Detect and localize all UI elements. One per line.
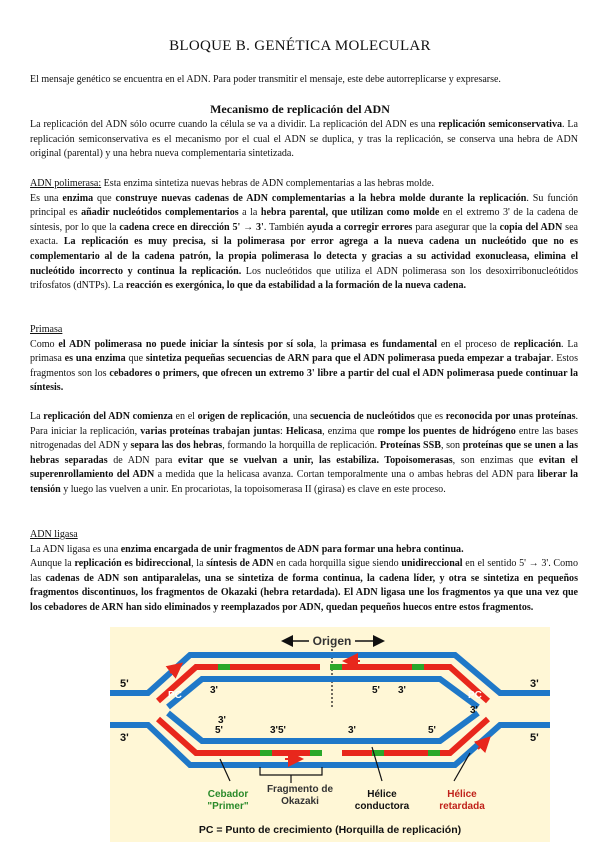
label-inner-3-e: 3'	[218, 715, 226, 726]
label-inner-3-b: 3'	[398, 685, 406, 696]
label-fragmento-1: Fragmento de	[266, 784, 334, 795]
paragraph-origen-replicacion: La replicación del ADN comienza en el origen de replicación, una secuencia de nucleótidos que es reconocida por unas proteínas. Para iniciar la replicación, varias proteínas trabajan juntas: Helicasa, enzima que rompe los puentes de hidrógeno entre las bases nitrogenadas del ADN y separa las dos hebras, formando la horquilla de replicación. Proteínas SSB, son proteínas que se unen a las hebras separadas de ADN para evitar que se vuelvan a unir, las estabiliza. Topoisomerasas, son enzimas que evitan el superenrollamiento del ADN a medida que la helicasa avanza. Cortan temporalmente una o ambas hebras del ADN para liberar la tensión y luego las vuelven a unir. En procariotas, la topoisomerasa II (girasa) es clave en este proceso.	[30, 411, 579, 495]
label-origen: Origen	[312, 634, 352, 648]
label-inner-5-a: 5'	[372, 685, 380, 696]
label-pc-right: PC	[468, 690, 482, 701]
intro-paragraph: El mensaje genético se encuentra en el ADN. Para poder transmitir el mensaje, este debe autorreplicarse y expresarse.	[30, 74, 501, 85]
paragraph-adn-ligasa: ADN ligasa La ADN ligasa es una enzima encargada de unir fragmentos de ADN para formar una hebra continua. Aunque la replicación es bidireccional, la síntesis de ADN en cada horquilla sigue siendo unidireccional en el sentido 5' → 3'. Como las cadenas de ADN son antiparalelas, una se sintetiza de forma continua, la cadena líder, y otra se sintetiza en pequeños fragmentos discontinuos, los fragmentos de Okazaki (hebra retardada). El ADN ligasa une los fragmentos ya que una vez que los cebadores de ARN han sido eliminados y reemplazados por ADN, quedan pequeños huecos entre estos fragmentos.	[30, 529, 578, 613]
label-helice-retardada-2: retardada	[439, 801, 485, 812]
paragraph-adn-polimerasa: ADN polimerasa: Esta enzima sintetiza nuevas hebras de ADN complementarias a las hebras molde. Es una enzima que construye nuevas cadenas de ADN complementarias a la hebra molde durante la replicación. Su función principal es añadir nucleótidos complementarios a la hebra parental, que utilizan como molde en el extremo 3' de la cadena de síntesis, por lo que la cadena crece en dirección 5' → 3'. También ayuda a corregir errores para asegurar que la copia del ADN sea exacta. La replicación es muy precisa, si la polimerasa por error agrega a la nueva cadena un nucleótido que no es complementario al de la cadena patrón, la propia polimerasa lo detecta y gracias a su actividad exonucleasa, elimina el nucleótido incorrecto y continua la replicación. Los nucleótidos que utiliza el ADN polimerasa son los desoxirribonucleótidos trifosfatos (dNTPs). La reacción es exergónica, lo que da estabilidad a la formación de la nueva cadena.	[30, 178, 579, 292]
label-helice-conductora-2: conductora	[354, 801, 410, 812]
heading-primasa: Primasa	[30, 324, 63, 335]
label-inner-3-c: 3'	[470, 705, 478, 716]
label-inner-5-b: 5'	[215, 725, 223, 736]
label-inner-3-d: 3'	[348, 725, 356, 736]
label-helice-retardada-1: Hélice	[447, 789, 477, 800]
heading-adn-polimerasa: ADN polimerasa:	[30, 178, 102, 189]
label-inner-35: 3'5'	[270, 725, 286, 736]
label-cebador: Cebador	[207, 789, 249, 800]
heading-adn-ligasa: ADN ligasa	[30, 529, 78, 540]
label-primer: "Primer"	[207, 801, 249, 812]
label-3-left-bottom: 3'	[120, 732, 129, 744]
replication-fork-diagram	[110, 627, 550, 842]
section-title: Mecanismo de replicación del ADN	[210, 102, 390, 116]
label-inner-5-c: 5'	[428, 725, 436, 736]
label-5-left-top: 5'	[120, 678, 129, 690]
label-5-right-bottom: 5'	[530, 732, 539, 744]
label-fragmento-2: Okazaki	[281, 796, 319, 807]
document-title: BLOQUE B. GENÉTICA MOLECULAR	[169, 38, 431, 54]
label-helice-conductora-1: Hélice	[367, 789, 397, 800]
label-3-right-top: 3'	[530, 678, 539, 690]
label-pc-left: PC	[168, 690, 182, 701]
diagram-caption: PC = Punto de crecimiento (Horquilla de replicación)	[198, 824, 462, 836]
label-inner-3-a: 3'	[210, 685, 218, 696]
paragraph-semiconservativa: La replicación del ADN sólo ocurre cuando la célula se va a dividir. La replicación del ADN es una replicación semiconservativa. La replicación semiconservativa es el mecanismo por el cual el ADN se duplica, y tras la replicación, se conserva una hebra de ADN original (parental) y una hebra nueva complementaria sintetizada.	[30, 119, 578, 160]
paragraph-primasa: Primasa Como el ADN polimerasa no puede iniciar la síntesis por sí sola, la primasa es fundamental en el proceso de replicación. La primasa es una enzima que sintetiza pequeñas secuencias de ARN para que el ADN polimerasa pueda empezar a trabajar. Estos fragmentos son los cebadores o primers, que ofrecen un extremo 3' libre a partir del cual el ADN polimerasa puede continuar la síntesis.	[30, 324, 579, 394]
